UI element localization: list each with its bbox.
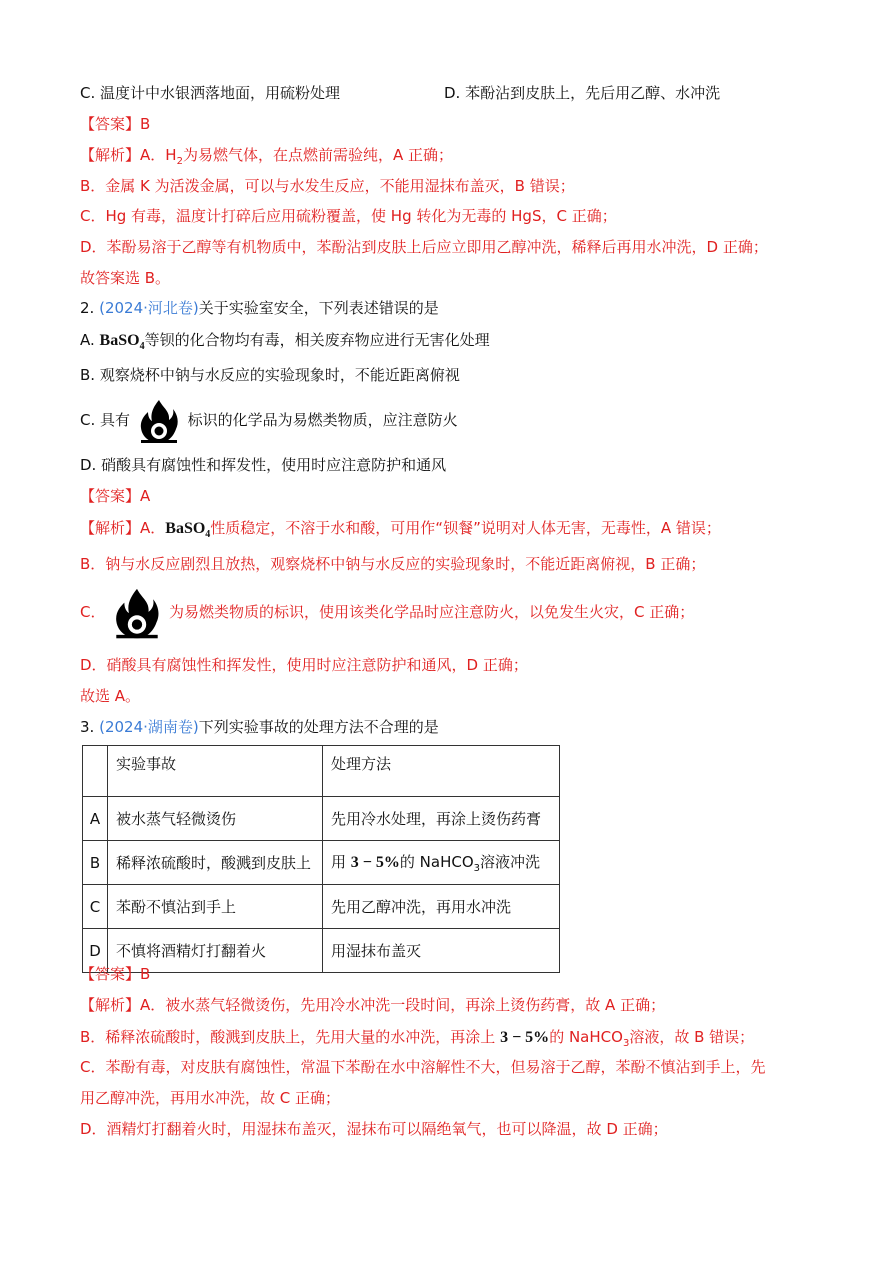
table-header-cell: 实验事故	[108, 746, 323, 797]
q1-option-d: D. 苯酚沾到皮肤上，先后用乙醇、水冲洗	[444, 84, 721, 102]
table-cell-accident: 被水蒸气轻微烫伤	[108, 797, 323, 841]
table-row	[83, 885, 560, 929]
q2-analysis-c: C． 为易燃类物质的标识，使用该类化学品时应注意防火，以免发生火灾，C 正确；	[80, 584, 694, 640]
flammable-hazard-icon	[139, 398, 179, 444]
table-header-cell: 处理方法	[323, 746, 560, 797]
q1-analysis-c: C．Hg 有毒，温度计打碎后应用硫粉覆盖，使 Hg 转化为无毒的 HgS，C 正确；	[80, 207, 617, 225]
q3-answer: 【答案】B	[80, 965, 151, 983]
q1-option-c: C. 温度计中水银洒落地面，用硫粉处理	[80, 84, 341, 102]
flammable-hazard-icon	[114, 586, 160, 640]
q2-stem: 2. (2024·河北卷)关于实验室安全，下列表述错误的是	[80, 299, 439, 317]
table-cell-accident: 不慎将酒精灯打翻着火	[108, 929, 323, 973]
table-cell-method: 用湿抹布盖灭	[323, 929, 560, 973]
q3-analysis-c-line2: 用乙醇冲洗，再用水冲洗，故 C 正确；	[80, 1089, 341, 1107]
table-cell-method: 先用乙醇冲洗，再用水冲洗	[323, 885, 560, 929]
q2-option-d: D. 硝酸具有腐蚀性和挥发性，使用时应注意防护和通风	[80, 456, 447, 474]
q1-conclusion: 故答案选 B。	[80, 269, 171, 287]
table-header-row	[83, 746, 560, 797]
q1-analysis-b: B．金属 K 为活泼金属，可以与水发生反应，不能用湿抹布盖灭，B 错误；	[80, 177, 575, 195]
q2-conclusion: 故选 A。	[80, 687, 141, 705]
table-cell-letter: D	[83, 929, 108, 973]
q2-option-a: A. BaSO$_4$等钡的化合物均有毒，相关废弃物应进行无害化处理	[80, 331, 490, 352]
q1-analysis-a: 【解析】A．$H_2$为易燃气体，在点燃前需验纯，A 正确；	[80, 146, 453, 167]
q2-analysis-d: D．硝酸具有腐蚀性和挥发性，使用时应注意防护和通风，D 正确；	[80, 656, 528, 674]
q2-option-b: B. 观察烧杯中钠与水反应的实验现象时，不能近距离俯视	[80, 366, 460, 384]
table-cell-letter: A	[83, 797, 108, 841]
table-cell-letter: B	[83, 841, 108, 885]
q2-analysis-a: 【解析】A．BaSO$_4$性质稳定，不溶于水和酸，可用作“钡餐”说明对人体无害，无毒性，A 错误；	[80, 519, 721, 540]
table-cell-method: 先用冷水处理，再涂上烫伤药膏	[323, 797, 560, 841]
q3-analysis-a: 【解析】A．被水蒸气轻微烫伤，先用冷水冲洗一段时间，再涂上烫伤药膏，故 A 正确；	[80, 996, 666, 1014]
table-cell-method: 用 3 − 5%的 NaHCO$_3$溶液冲洗	[323, 841, 560, 885]
analysis-tag: 【解析】	[80, 146, 141, 164]
q1-analysis-d: D．苯酚易溶于乙醇等有机物质中，苯酚沾到皮肤上后应立即用乙醇冲洗，稀释后再用水冲洗，D 正确；	[80, 238, 768, 256]
q3-source: (2024·湖南卷)	[99, 718, 199, 736]
q2-answer: 【答案】A	[80, 487, 151, 505]
q3-stem: 3. (2024·湖南卷)下列实验事故的处理方法不合理的是	[80, 718, 439, 736]
table-row	[83, 841, 560, 885]
table-row	[83, 797, 560, 841]
q3-analysis-b: B．稀释浓硫酸时，酸溅到皮肤上，先用大量的水冲洗，再涂上 3 − 5%的 NaHCO$_3$溶液，故 B 错误；	[80, 1028, 755, 1049]
analysis-tag: 【解析】	[80, 996, 141, 1014]
q2-option-c: C. 具有 标识的化学品为易燃类物质，应注意防火	[80, 396, 458, 444]
analysis-tag: 【解析】	[80, 519, 141, 537]
table-row	[83, 929, 560, 973]
table-header-cell	[83, 746, 108, 797]
table-cell-accident: 苯酚不慎沾到手上	[108, 885, 323, 929]
q1-answer: 【答案】B	[80, 115, 151, 133]
table-cell-accident: 稀释浓硫酸时，酸溅到皮肤上	[108, 841, 323, 885]
q3-analysis-d: D．酒精灯打翻着火时，用湿抹布盖灭，湿抹布可以隔绝氧气，也可以降温，故 D 正确；	[80, 1120, 668, 1138]
accident-table	[82, 745, 560, 973]
table-cell-letter: C	[83, 885, 108, 929]
q2-analysis-b: B．钠与水反应剧烈且放热，观察烧杯中钠与水反应的实验现象时，不能近距离俯视，B 正确；	[80, 555, 706, 573]
q2-source: (2024·河北卷)	[99, 299, 199, 317]
q3-analysis-c-line1: C．苯酚有毒，对皮肤有腐蚀性，常温下苯酚在水中溶解性不大，但易溶于乙醇，苯酚不慎沾到手上，先	[80, 1058, 766, 1076]
